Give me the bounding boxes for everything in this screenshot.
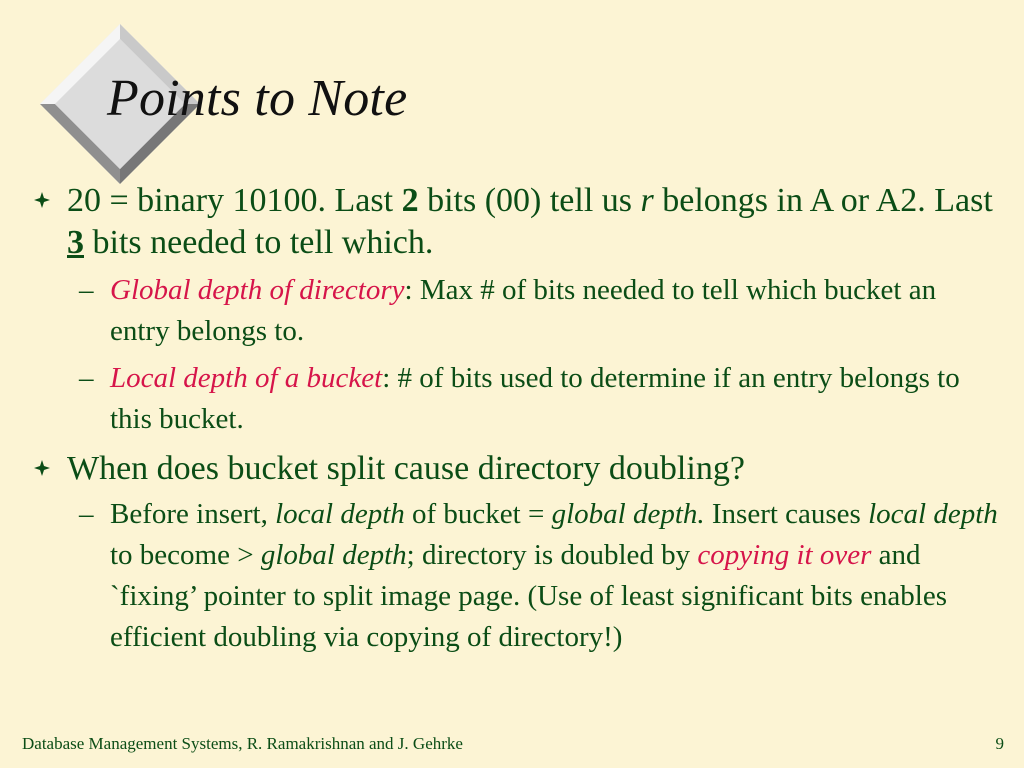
- sub-bullet-global-depth: [34, 270, 999, 352]
- sub-bullet-local-depth: [34, 358, 999, 440]
- local-depth-term: Local depth of a bucket: [110, 362, 383, 394]
- bullet-1-text-c: belongs in A or A2. Last: [653, 182, 993, 219]
- sub-bullet-dash: –: [79, 362, 94, 394]
- diamond-bullet-icon: [34, 192, 50, 208]
- diamond-bullet-icon: [34, 460, 50, 476]
- slide-title: Points to Note: [107, 70, 408, 127]
- bullet-item-1: [34, 180, 999, 264]
- bullet-1-last-2: 2: [401, 182, 419, 219]
- local-depth-colon: :: [382, 362, 391, 394]
- bullet-2-text: When does bucket split cause directory doubling?: [67, 450, 745, 487]
- bullet-1-text-d: bits needed to tell which.: [84, 224, 434, 261]
- global-depth-term: Global depth of directory: [110, 274, 405, 306]
- bullet-1-r: r: [640, 182, 654, 219]
- slide-content: [34, 180, 999, 658]
- doubling-local-depth-2: local depth: [868, 498, 998, 530]
- bullet-1-text-b: bits (00) tell us: [418, 182, 641, 219]
- doubling-text-5: ; directory is doubled by: [406, 539, 698, 571]
- footer-citation: Database Management Systems, R. Ramakrishnan and J. Gehrke: [22, 734, 463, 753]
- doubling-text-4: to become >: [110, 539, 261, 571]
- doubling-text-6: and `fixing’ pointer to split image page. (Use of least significant bits enables efficient doubling via copying of directory!): [110, 539, 948, 653]
- bullet-1-text-a: 20 = binary 10100. Last: [67, 182, 402, 219]
- doubling-copying-it-over: copying it over: [697, 539, 872, 571]
- bullet-1-last-3: 3: [67, 224, 84, 261]
- bullet-item-2: [34, 448, 999, 490]
- doubling-text-1: Before insert,: [110, 498, 276, 530]
- local-depth-definition: # of bits used to determine if an entry belongs to this bucket.: [110, 362, 960, 435]
- sub-bullet-dash: –: [79, 498, 94, 530]
- doubling-text-3: Insert causes: [704, 498, 869, 530]
- doubling-text-2: of bucket =: [404, 498, 552, 530]
- slide-page-number: 9: [995, 734, 1004, 753]
- global-depth-definition: Max # of bits needed to tell which bucket an entry belongs to.: [110, 274, 937, 347]
- doubling-local-depth-1: local depth: [275, 498, 405, 530]
- global-depth-colon: :: [404, 274, 413, 306]
- sub-bullet-directory-doubling: [34, 494, 999, 658]
- doubling-global-depth-2: global depth: [260, 539, 407, 571]
- doubling-global-depth-1: global depth.: [551, 498, 705, 530]
- sub-bullet-dash: –: [79, 274, 94, 306]
